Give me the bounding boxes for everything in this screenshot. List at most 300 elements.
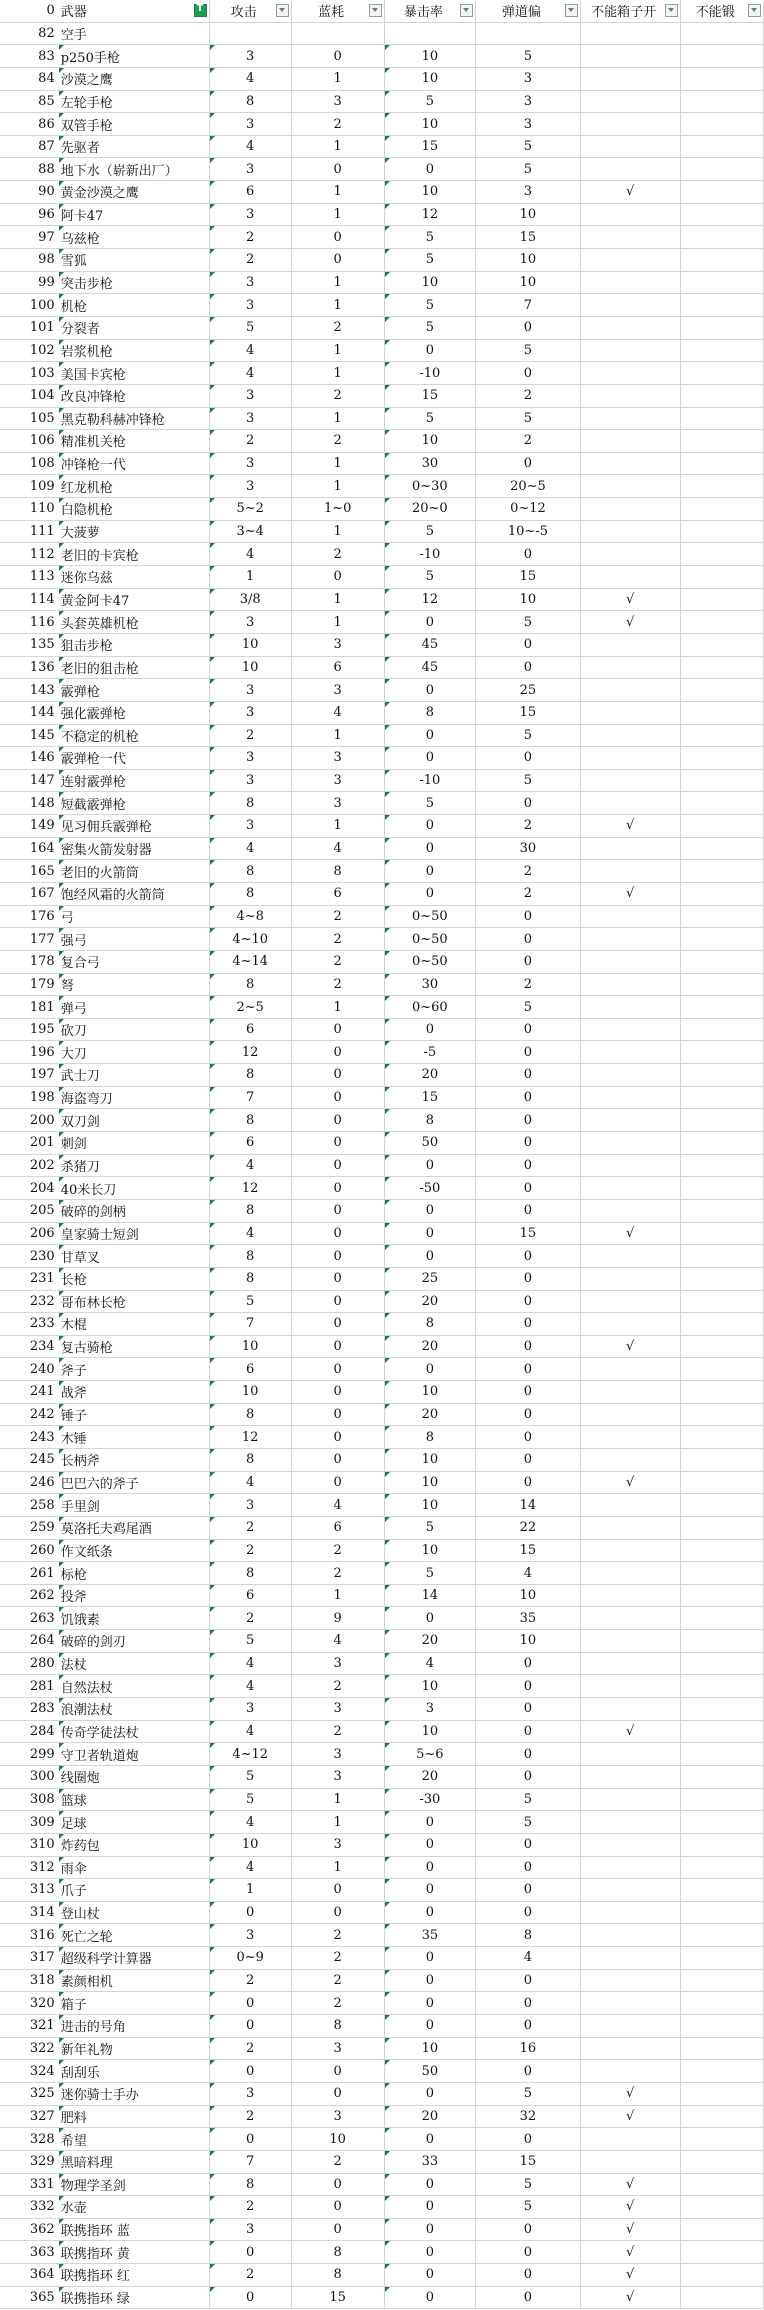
mana-cost-cell[interactable]: 1: [291, 724, 384, 747]
row-id-cell[interactable]: 230: [0, 1245, 59, 1268]
row-id-cell[interactable]: 308: [0, 1788, 59, 1811]
row-id-cell[interactable]: 205: [0, 1199, 59, 1222]
spread-cell[interactable]: 0: [476, 1426, 581, 1449]
no-forge-cell[interactable]: [680, 1403, 763, 1426]
mana-cost-cell[interactable]: 2: [291, 973, 384, 996]
no-forge-cell[interactable]: [680, 1132, 763, 1155]
weapon-name-cell[interactable]: 短截霰弹枪: [59, 792, 209, 815]
no-forge-cell[interactable]: [680, 950, 763, 973]
mana-cost-cell[interactable]: 15: [291, 2286, 384, 2309]
no-forge-cell[interactable]: [680, 135, 763, 158]
no-forge-cell[interactable]: [680, 384, 763, 407]
mana-cost-cell[interactable]: 0: [291, 1449, 384, 1472]
crit-rate-cell[interactable]: 5: [384, 792, 476, 815]
row-id-cell[interactable]: 176: [0, 905, 59, 928]
spread-cell[interactable]: 5: [476, 2196, 581, 2219]
attack-cell[interactable]: 6: [209, 181, 291, 204]
crit-rate-cell[interactable]: 0: [384, 1358, 476, 1381]
attack-cell[interactable]: 4: [209, 1720, 291, 1743]
no-forge-cell[interactable]: [680, 1924, 763, 1947]
weapon-name-cell[interactable]: 破碎的剑刃: [59, 1630, 209, 1653]
no-chest-cell[interactable]: [580, 1245, 680, 1268]
no-chest-cell[interactable]: [580, 1154, 680, 1177]
no-chest-cell[interactable]: [580, 1064, 680, 1087]
crit-rate-cell[interactable]: 0: [384, 2173, 476, 2196]
no-chest-cell[interactable]: [580, 113, 680, 136]
spread-cell[interactable]: 10~-5: [476, 520, 581, 543]
header-cell-attack[interactable]: [209, 0, 291, 22]
spread-cell[interactable]: 0: [476, 928, 581, 951]
spread-cell[interactable]: 2: [476, 430, 581, 453]
no-forge-cell[interactable]: [680, 1516, 763, 1539]
spread-cell[interactable]: 5: [476, 135, 581, 158]
row-id-cell[interactable]: 167: [0, 882, 59, 905]
no-forge-cell[interactable]: [680, 1675, 763, 1698]
no-chest-cell[interactable]: √: [580, 1335, 680, 1358]
spread-cell[interactable]: 0: [476, 747, 581, 770]
attack-cell[interactable]: 1: [209, 1879, 291, 1902]
crit-rate-cell[interactable]: 5: [384, 90, 476, 113]
attack-cell[interactable]: 0: [209, 1992, 291, 2015]
spread-cell[interactable]: 5: [476, 45, 581, 68]
mana-cost-cell[interactable]: 0: [291, 1335, 384, 1358]
no-forge-cell[interactable]: [680, 203, 763, 226]
no-chest-cell[interactable]: [580, 135, 680, 158]
spread-cell[interactable]: 5: [476, 1788, 581, 1811]
mana-cost-cell[interactable]: 8: [291, 860, 384, 883]
row-id-cell[interactable]: 148: [0, 792, 59, 815]
row-id-cell[interactable]: 87: [0, 135, 59, 158]
filter-dropdown-icon[interactable]: [665, 4, 678, 17]
filter-dropdown-icon[interactable]: [565, 4, 578, 17]
no-chest-cell[interactable]: [580, 1630, 680, 1653]
crit-rate-cell[interactable]: 8: [384, 1313, 476, 1336]
weapon-name-cell[interactable]: 黑暗料理: [59, 2150, 209, 2173]
attack-cell[interactable]: 6: [209, 1132, 291, 1155]
mana-cost-cell[interactable]: 2: [291, 950, 384, 973]
spread-cell[interactable]: 0: [476, 1086, 581, 1109]
weapon-name-cell[interactable]: 空手: [59, 22, 209, 45]
crit-rate-cell[interactable]: 4: [384, 1652, 476, 1675]
attack-cell[interactable]: 8: [209, 1109, 291, 1132]
spread-cell[interactable]: 0: [476, 1177, 581, 1200]
row-id-cell[interactable]: 114: [0, 588, 59, 611]
header-cell-mana[interactable]: [291, 0, 384, 22]
mana-cost-cell[interactable]: 2: [291, 1969, 384, 1992]
attack-cell[interactable]: 3: [209, 679, 291, 702]
no-chest-cell[interactable]: [580, 2128, 680, 2151]
attack-cell[interactable]: 10: [209, 1335, 291, 1358]
crit-rate-cell[interactable]: 0: [384, 2218, 476, 2241]
spread-cell[interactable]: 0: [476, 1856, 581, 1879]
weapon-name-cell[interactable]: 弩: [59, 973, 209, 996]
mana-cost-cell[interactable]: 1: [291, 362, 384, 385]
filter-dropdown-icon[interactable]: [276, 4, 289, 17]
mana-cost-cell[interactable]: 2: [291, 316, 384, 339]
crit-rate-cell[interactable]: 0~60: [384, 996, 476, 1019]
mana-cost-cell[interactable]: 0: [291, 1471, 384, 1494]
weapon-name-cell[interactable]: 不稳定的机枪: [59, 724, 209, 747]
crit-rate-cell[interactable]: 0: [384, 2082, 476, 2105]
row-id-cell[interactable]: 116: [0, 611, 59, 634]
no-chest-cell[interactable]: [580, 1132, 680, 1155]
row-id-cell[interactable]: 195: [0, 1018, 59, 1041]
no-forge-cell[interactable]: [680, 249, 763, 272]
no-forge-cell[interactable]: [680, 1199, 763, 1222]
crit-rate-cell[interactable]: 20: [384, 1765, 476, 1788]
attack-cell[interactable]: 3/8: [209, 588, 291, 611]
weapon-name-cell[interactable]: 标枪: [59, 1562, 209, 1585]
no-forge-cell[interactable]: [680, 1811, 763, 1834]
attack-cell[interactable]: 4: [209, 1222, 291, 1245]
crit-rate-cell[interactable]: 5~6: [384, 1743, 476, 1766]
attack-cell[interactable]: 4~14: [209, 950, 291, 973]
attack-cell[interactable]: 3: [209, 384, 291, 407]
attack-cell[interactable]: 8: [209, 882, 291, 905]
weapon-name-cell[interactable]: 霰弹枪: [59, 679, 209, 702]
attack-cell[interactable]: 5: [209, 316, 291, 339]
crit-rate-cell[interactable]: 0: [384, 1879, 476, 1902]
spread-cell[interactable]: 0: [476, 1969, 581, 1992]
attack-cell[interactable]: 3: [209, 2218, 291, 2241]
mana-cost-cell[interactable]: 3: [291, 633, 384, 656]
weapon-name-cell[interactable]: 手里剑: [59, 1494, 209, 1517]
no-forge-cell[interactable]: [680, 588, 763, 611]
no-chest-cell[interactable]: √: [580, 2196, 680, 2219]
row-id-cell[interactable]: 177: [0, 928, 59, 951]
row-id-cell[interactable]: 300: [0, 1765, 59, 1788]
no-forge-cell[interactable]: [680, 656, 763, 679]
no-forge-cell[interactable]: [680, 1698, 763, 1721]
filter-dropdown-icon[interactable]: [460, 4, 473, 17]
no-chest-cell[interactable]: √: [580, 611, 680, 634]
no-forge-cell[interactable]: [680, 611, 763, 634]
no-forge-cell[interactable]: [680, 1992, 763, 2015]
no-forge-cell[interactable]: [680, 1765, 763, 1788]
spread-cell[interactable]: 5: [476, 769, 581, 792]
crit-rate-cell[interactable]: 0: [384, 1833, 476, 1856]
no-forge-cell[interactable]: [680, 1947, 763, 1970]
mana-cost-cell[interactable]: 0: [291, 1086, 384, 1109]
row-id-cell[interactable]: 198: [0, 1086, 59, 1109]
spread-cell[interactable]: 0: [476, 656, 581, 679]
spread-cell[interactable]: 22: [476, 1516, 581, 1539]
row-id-cell[interactable]: 260: [0, 1539, 59, 1562]
no-chest-cell[interactable]: [580, 1992, 680, 2015]
mana-cost-cell[interactable]: 2: [291, 430, 384, 453]
crit-rate-cell[interactable]: 0: [384, 339, 476, 362]
crit-rate-cell[interactable]: 15: [384, 384, 476, 407]
header-cell-crit[interactable]: [384, 0, 476, 22]
no-forge-cell[interactable]: [680, 498, 763, 521]
attack-cell[interactable]: 8: [209, 1064, 291, 1087]
no-chest-cell[interactable]: [580, 724, 680, 747]
attack-cell[interactable]: 2: [209, 2264, 291, 2287]
no-forge-cell[interactable]: [680, 2286, 763, 2309]
no-chest-cell[interactable]: [580, 1426, 680, 1449]
no-forge-cell[interactable]: [680, 1449, 763, 1472]
no-forge-cell[interactable]: [680, 724, 763, 747]
crit-rate-cell[interactable]: 5: [384, 566, 476, 589]
attack-cell[interactable]: 4: [209, 362, 291, 385]
mana-cost-cell[interactable]: 2: [291, 928, 384, 951]
weapon-name-cell[interactable]: 霰弹枪一代: [59, 747, 209, 770]
crit-rate-cell[interactable]: 0: [384, 158, 476, 181]
mana-cost-cell[interactable]: 4: [291, 837, 384, 860]
row-id-cell[interactable]: 263: [0, 1607, 59, 1630]
spread-cell[interactable]: 14: [476, 1494, 581, 1517]
row-id-cell[interactable]: 179: [0, 973, 59, 996]
crit-rate-cell[interactable]: 45: [384, 633, 476, 656]
weapon-name-cell[interactable]: 沙漠之鹰: [59, 67, 209, 90]
spread-cell[interactable]: 10: [476, 1584, 581, 1607]
weapon-name-cell[interactable]: 自然法杖: [59, 1675, 209, 1698]
no-chest-cell[interactable]: [580, 1743, 680, 1766]
crit-rate-cell[interactable]: -50: [384, 1177, 476, 1200]
weapon-name-cell[interactable]: 破碎的剑柄: [59, 1199, 209, 1222]
attack-cell[interactable]: 3: [209, 271, 291, 294]
mana-cost-cell[interactable]: 1: [291, 339, 384, 362]
weapon-name-cell[interactable]: 木棍: [59, 1313, 209, 1336]
no-forge-cell[interactable]: [680, 1788, 763, 1811]
no-chest-cell[interactable]: √: [580, 2173, 680, 2196]
header-cell-no-chest[interactable]: [580, 0, 680, 22]
mana-cost-cell[interactable]: 0: [291, 2218, 384, 2241]
crit-rate-cell[interactable]: 5: [384, 294, 476, 317]
mana-cost-cell[interactable]: 2: [291, 1562, 384, 1585]
crit-rate-cell[interactable]: 0: [384, 2241, 476, 2264]
no-chest-cell[interactable]: [580, 769, 680, 792]
attack-cell[interactable]: 12: [209, 1426, 291, 1449]
attack-cell[interactable]: 4: [209, 339, 291, 362]
row-id-cell[interactable]: 102: [0, 339, 59, 362]
weapon-name-cell[interactable]: 迷你骑士手办: [59, 2082, 209, 2105]
mana-cost-cell[interactable]: 3: [291, 747, 384, 770]
row-id-cell[interactable]: 197: [0, 1064, 59, 1087]
weapon-name-cell[interactable]: 斧子: [59, 1358, 209, 1381]
row-id-cell[interactable]: 165: [0, 860, 59, 883]
spread-cell[interactable]: 4: [476, 1947, 581, 1970]
spread-cell[interactable]: 30: [476, 837, 581, 860]
crit-rate-cell[interactable]: 0: [384, 1969, 476, 1992]
spread-cell[interactable]: 7: [476, 294, 581, 317]
no-chest-cell[interactable]: [580, 1901, 680, 1924]
attack-cell[interactable]: 2: [209, 1607, 291, 1630]
row-id-cell[interactable]: 240: [0, 1358, 59, 1381]
attack-cell[interactable]: 0: [209, 2286, 291, 2309]
crit-rate-cell[interactable]: 12: [384, 203, 476, 226]
weapon-name-cell[interactable]: 登山杖: [59, 1901, 209, 1924]
weapon-name-cell[interactable]: 连射霰弹枪: [59, 769, 209, 792]
row-id-cell[interactable]: 281: [0, 1675, 59, 1698]
crit-rate-cell[interactable]: [384, 22, 476, 45]
mana-cost-cell[interactable]: 8: [291, 2015, 384, 2038]
row-id-cell[interactable]: 196: [0, 1041, 59, 1064]
no-chest-cell[interactable]: [580, 45, 680, 68]
no-forge-cell[interactable]: [680, 22, 763, 45]
mana-cost-cell[interactable]: 3: [291, 2105, 384, 2128]
mana-cost-cell[interactable]: 1: [291, 1856, 384, 1879]
row-id-cell[interactable]: 206: [0, 1222, 59, 1245]
weapon-name-cell[interactable]: 爪子: [59, 1879, 209, 1902]
no-forge-cell[interactable]: [680, 67, 763, 90]
mana-cost-cell[interactable]: 8: [291, 2264, 384, 2287]
attack-cell[interactable]: 1: [209, 566, 291, 589]
attack-cell[interactable]: 12: [209, 1177, 291, 1200]
spread-cell[interactable]: 0: [476, 905, 581, 928]
weapon-name-cell[interactable]: 锤子: [59, 1403, 209, 1426]
mana-cost-cell[interactable]: 3: [291, 1652, 384, 1675]
row-id-cell[interactable]: 246: [0, 1471, 59, 1494]
weapon-name-cell[interactable]: 联携指环 蓝: [59, 2218, 209, 2241]
mana-cost-cell[interactable]: 1: [291, 520, 384, 543]
no-forge-cell[interactable]: [680, 339, 763, 362]
attack-cell[interactable]: 8: [209, 1267, 291, 1290]
weapon-name-cell[interactable]: 雨伞: [59, 1856, 209, 1879]
weapon-name-cell[interactable]: 刮刮乐: [59, 2060, 209, 2083]
attack-cell[interactable]: 5~2: [209, 498, 291, 521]
no-chest-cell[interactable]: [580, 158, 680, 181]
weapon-name-cell[interactable]: 海盗弯刀: [59, 1086, 209, 1109]
crit-rate-cell[interactable]: 0~50: [384, 928, 476, 951]
no-chest-cell[interactable]: [580, 249, 680, 272]
no-forge-cell[interactable]: [680, 1154, 763, 1177]
weapon-name-cell[interactable]: 物理学圣剑: [59, 2173, 209, 2196]
weapon-name-cell[interactable]: 改良冲锋枪: [59, 384, 209, 407]
weapon-name-cell[interactable]: 砍刀: [59, 1018, 209, 1041]
crit-rate-cell[interactable]: 50: [384, 2060, 476, 2083]
mana-cost-cell[interactable]: 1~0: [291, 498, 384, 521]
crit-rate-cell[interactable]: 5: [384, 226, 476, 249]
no-forge-cell[interactable]: [680, 1471, 763, 1494]
row-id-cell[interactable]: 242: [0, 1403, 59, 1426]
no-chest-cell[interactable]: [580, 905, 680, 928]
header-cell-no-forge[interactable]: [680, 0, 763, 22]
weapon-name-cell[interactable]: 战斧: [59, 1381, 209, 1404]
spread-cell[interactable]: 0: [476, 1109, 581, 1132]
row-id-cell[interactable]: 309: [0, 1811, 59, 1834]
spread-cell[interactable]: 15: [476, 1222, 581, 1245]
row-id-cell[interactable]: 259: [0, 1516, 59, 1539]
weapon-name-cell[interactable]: 篮球: [59, 1788, 209, 1811]
no-chest-cell[interactable]: [580, 2060, 680, 2083]
crit-rate-cell[interactable]: 10: [384, 1675, 476, 1698]
no-forge-cell[interactable]: [680, 815, 763, 838]
no-chest-cell[interactable]: [580, 271, 680, 294]
spread-cell[interactable]: 32: [476, 2105, 581, 2128]
crit-rate-cell[interactable]: 10: [384, 1449, 476, 1472]
crit-rate-cell[interactable]: 0~50: [384, 950, 476, 973]
spread-cell[interactable]: 0: [476, 1132, 581, 1155]
weapon-name-cell[interactable]: 密集火箭发射器: [59, 837, 209, 860]
weapon-name-cell[interactable]: 传奇学徒法杖: [59, 1720, 209, 1743]
crit-rate-cell[interactable]: 12: [384, 588, 476, 611]
row-id-cell[interactable]: 324: [0, 2060, 59, 2083]
weapon-name-cell[interactable]: 死亡之轮: [59, 1924, 209, 1947]
spread-cell[interactable]: 0: [476, 452, 581, 475]
no-chest-cell[interactable]: [580, 1313, 680, 1336]
no-chest-cell[interactable]: [580, 316, 680, 339]
mana-cost-cell[interactable]: 0: [291, 226, 384, 249]
weapon-name-cell[interactable]: 复合弓: [59, 950, 209, 973]
mana-cost-cell[interactable]: [291, 22, 384, 45]
filter-dropdown-icon[interactable]: [748, 4, 761, 17]
mana-cost-cell[interactable]: 3: [291, 2037, 384, 2060]
mana-cost-cell[interactable]: 0: [291, 249, 384, 272]
attack-cell[interactable]: 5: [209, 1765, 291, 1788]
no-chest-cell[interactable]: [580, 1833, 680, 1856]
attack-cell[interactable]: [209, 22, 291, 45]
weapon-name-cell[interactable]: 迷你乌兹: [59, 566, 209, 589]
spread-cell[interactable]: 0: [476, 1403, 581, 1426]
crit-rate-cell[interactable]: 0~50: [384, 905, 476, 928]
row-id-cell[interactable]: 100: [0, 294, 59, 317]
attack-cell[interactable]: 8: [209, 1199, 291, 1222]
row-id-cell[interactable]: 313: [0, 1879, 59, 1902]
row-id-cell[interactable]: 318: [0, 1969, 59, 1992]
row-id-cell[interactable]: 88: [0, 158, 59, 181]
mana-cost-cell[interactable]: 3: [291, 1765, 384, 1788]
crit-rate-cell[interactable]: 10: [384, 67, 476, 90]
no-forge-cell[interactable]: [680, 1177, 763, 1200]
mana-cost-cell[interactable]: 0: [291, 1132, 384, 1155]
spread-cell[interactable]: 0: [476, 1064, 581, 1087]
no-chest-cell[interactable]: [580, 1607, 680, 1630]
no-chest-cell[interactable]: [580, 633, 680, 656]
no-forge-cell[interactable]: [680, 1584, 763, 1607]
row-id-cell[interactable]: 332: [0, 2196, 59, 2219]
no-chest-cell[interactable]: [580, 1879, 680, 1902]
attack-cell[interactable]: 2~5: [209, 996, 291, 1019]
mana-cost-cell[interactable]: 0: [291, 1222, 384, 1245]
spread-cell[interactable]: 5: [476, 339, 581, 362]
attack-cell[interactable]: 2: [209, 430, 291, 453]
weapon-name-cell[interactable]: 甘草叉: [59, 1245, 209, 1268]
weapon-name-cell[interactable]: 白隐机枪: [59, 498, 209, 521]
attack-cell[interactable]: 8: [209, 2173, 291, 2196]
mana-cost-cell[interactable]: 1: [291, 294, 384, 317]
attack-cell[interactable]: 2: [209, 1516, 291, 1539]
crit-rate-cell[interactable]: 20: [384, 1403, 476, 1426]
mana-cost-cell[interactable]: 1: [291, 1584, 384, 1607]
no-forge-cell[interactable]: [680, 1720, 763, 1743]
attack-cell[interactable]: 3: [209, 747, 291, 770]
no-chest-cell[interactable]: [580, 384, 680, 407]
attack-cell[interactable]: 8: [209, 90, 291, 113]
spread-cell[interactable]: 0: [476, 1313, 581, 1336]
crit-rate-cell[interactable]: 20: [384, 2105, 476, 2128]
spread-cell[interactable]: 3: [476, 67, 581, 90]
row-id-cell[interactable]: 97: [0, 226, 59, 249]
no-chest-cell[interactable]: [580, 679, 680, 702]
attack-cell[interactable]: 2: [209, 2196, 291, 2219]
mana-cost-cell[interactable]: 1: [291, 1811, 384, 1834]
mana-cost-cell[interactable]: 0: [291, 1154, 384, 1177]
mana-cost-cell[interactable]: 3: [291, 679, 384, 702]
no-chest-cell[interactable]: [580, 792, 680, 815]
crit-rate-cell[interactable]: 14: [384, 1584, 476, 1607]
spread-cell[interactable]: 10: [476, 588, 581, 611]
row-id-cell[interactable]: 320: [0, 1992, 59, 2015]
row-id-cell[interactable]: 243: [0, 1426, 59, 1449]
row-id-cell[interactable]: 90: [0, 181, 59, 204]
attack-cell[interactable]: 4: [209, 1652, 291, 1675]
crit-rate-cell[interactable]: -10: [384, 543, 476, 566]
row-id-cell[interactable]: 262: [0, 1584, 59, 1607]
row-id-cell[interactable]: 258: [0, 1494, 59, 1517]
no-chest-cell[interactable]: [580, 1449, 680, 1472]
attack-cell[interactable]: 0~9: [209, 1947, 291, 1970]
